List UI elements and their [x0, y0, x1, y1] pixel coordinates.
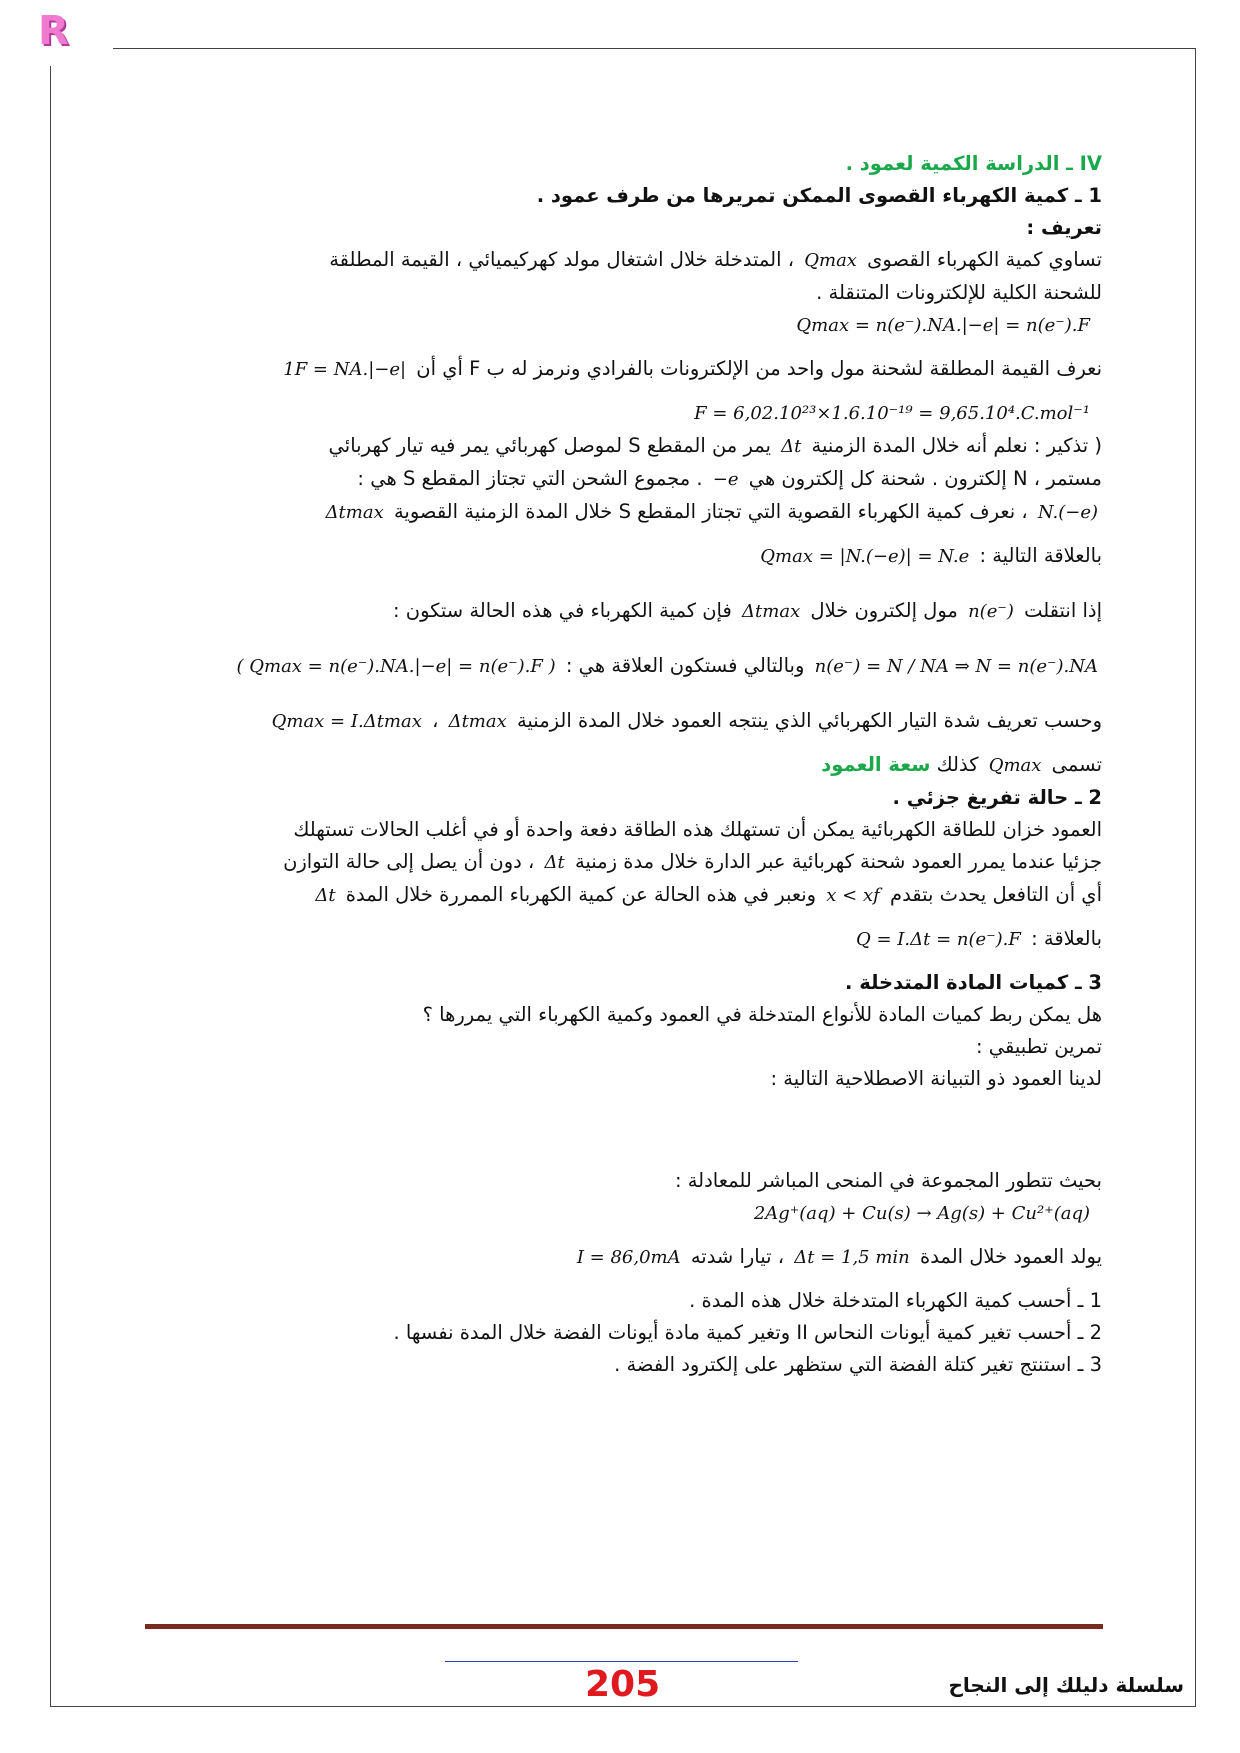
reminder-line-2 [150, 463, 1102, 496]
n-minus-e: N.(−e) [1037, 502, 1098, 523]
subsection-3-title: 3 ـ كميات المادة المتدخلة . [845, 971, 1102, 994]
called-text-a: تسمى [1051, 753, 1102, 776]
page-number: 205 [585, 1664, 661, 1705]
reaction-line [150, 1197, 1102, 1230]
question-2: 2 ـ أحسب تغير كمية أيونات النحاس II وتغير كمية مادة أيونات الفضة خلال المدة نفسها . [393, 1321, 1102, 1344]
footer-bar [145, 1624, 1103, 1629]
definition-label: تعريف : [1026, 216, 1102, 239]
question-line: هل يمكن ربط كميات المادة للأنواع المتدخلة في العمود وكمية الكهرباء التي يمررها ؟ [422, 1003, 1102, 1026]
qmax-symbol: Qmax [804, 250, 857, 271]
n-e-symbol: n(e⁻) [968, 601, 1014, 622]
q-partial-formula: Q = I.Δt = n(e⁻).F [856, 929, 1021, 950]
reminder-text-a: ( تذكير : نعلم أنه خلال المدة الزمنية [811, 434, 1102, 457]
partial2-text-a: جزئيا عندما يمرر العمود شحنة كهربائية عبر الدارة خلال مدة زمنية [574, 850, 1102, 873]
bottom-border [50, 1706, 1196, 1707]
faraday-line [150, 342, 1102, 397]
faraday-formula: 1F = NA.|−e| [283, 359, 407, 380]
top-border [113, 48, 1196, 49]
reaction-equation: 2Ag⁺(aq) + Cu(s) → Ag(s) + Cu²⁺(aq) [753, 1203, 1090, 1224]
comma: ، [432, 709, 439, 732]
reminder3-text: ، نعرف كمية الكهرباء القصوية التي تجتاز المقطع S خلال المدة الزمنية القصوية [393, 500, 1028, 523]
partial-line-2 [150, 846, 1102, 879]
logo-r: R [38, 8, 69, 54]
definition-line-1 [150, 244, 1102, 277]
question-3: 3 ـ استنتج تغير كتلة الفضة التي ستظهر على إلكترود الفضة . [614, 1353, 1102, 1376]
reminder-line-1 [150, 430, 1102, 463]
i-value: I = 86,0mA [576, 1247, 681, 1268]
subsection-1-title: 1 ـ كمية الكهرباء القصوى الممكن تمريرها من طرف عمود . [536, 184, 1102, 207]
qmax-it-formula: Qmax = I.Δtmax [271, 711, 422, 732]
series-name: سلسلة دليلك إلى النجاح [948, 1673, 1184, 1697]
page-content [150, 148, 1102, 1381]
evolution-line: بحيث تتطور المجموعة في المنحى المباشر للمعادلة : [674, 1169, 1102, 1192]
left-border [50, 66, 51, 1706]
def-text-a: تساوي كمية الكهرباء القصوى [867, 248, 1102, 271]
capacity-term: سعة العمود [821, 753, 931, 776]
called-line [150, 749, 1102, 782]
cell-given-line: لدينا العمود ذو التبيانة الاصطلاحية التالية : [770, 1067, 1102, 1090]
reminder-line-3 [150, 496, 1102, 529]
moved-line [150, 584, 1102, 639]
x-less-xf: x < xf [826, 885, 880, 906]
section-title: IV ـ الدراسة الكمية لعمود . [845, 152, 1102, 175]
moved-text-c: فإن كمية الكهرباء في هذه الحالة ستكون : [392, 599, 732, 622]
delivers-line [150, 1230, 1102, 1285]
delta-t-max-2: Δtmax [742, 601, 801, 622]
partial3-text-b: ونعبر في هذه الحالة عن كمية الكهرباء الممررة خلال المدة [345, 883, 817, 906]
current-text: وحسب تعريف شدة التيار الكهربائي الذي ينتجه العمود خلال المدة الزمنية [516, 709, 1102, 732]
cell-diagram-space [150, 1095, 1102, 1165]
faraday-text: نعرف القيمة المطلقة لشحنة مول واحد من الإلكترونات بالفرادي ونرمز له ب F أي أن [416, 357, 1102, 380]
current-line [150, 694, 1102, 749]
def-text-b: ، المتدخلة خلال اشتغال مولد كهركيميائي ، القيمة المطلقة [329, 248, 795, 271]
question-1: 1 ـ أحسب كمية الكهرباء المتدخلة خلال هذه المدة . [689, 1289, 1102, 1312]
relation-line [150, 529, 1102, 584]
qmax-symbol-2: Qmax [988, 755, 1042, 776]
definition-line-2: للشحنة الكلية للإلكترونات المتنقلة . [816, 281, 1102, 304]
delivers-text-b: ، تيارا شدته [690, 1245, 785, 1268]
delta-t-2: Δt [544, 852, 565, 873]
subsection-2-title: 2 ـ حالة تفريغ جزئي . [892, 786, 1102, 809]
relation2-line [150, 912, 1102, 967]
delta-t: Δt [781, 436, 802, 457]
qmax-formula [150, 309, 1102, 342]
right-border [1195, 48, 1196, 1706]
reminder2-text-a: مستمر ، N إلكترون . شحنة كل إلكترون هي [748, 467, 1102, 490]
minus-e: −e [712, 469, 739, 490]
faraday-value-text: F = 6,02.10²³×1.6.10⁻¹⁹ = 9,65.10⁴.C.mol⁻¹ [694, 403, 1090, 424]
delta-t-max-3: Δtmax [448, 711, 507, 732]
delivers-text-a: يولد العمود خلال المدة [919, 1245, 1102, 1268]
called-text-b: كذلك [936, 753, 979, 776]
qmax-paren-formula: ( Qmax = n(e⁻).NA.|−e| = n(e⁻).F ) [236, 656, 556, 677]
reminder2-text-b: . مجموع الشحن التي تجتاز المقطع S هي : [357, 467, 703, 490]
reminder-text-b: يمر من المقطع S لموصل كهربائي يمر فيه تيار كهربائي [328, 434, 771, 457]
partial-line-1: العمود خزان للطاقة الكهربائية يمكن أن تستهلك هذه الطاقة دفعة واحدة أو في أغلب الحالات تستهلك [293, 818, 1102, 841]
delta-t-3: Δt [315, 885, 336, 906]
n-relation-formula: n(e⁻) = N / NA ⇒ N = n(e⁻).NA [814, 656, 1098, 677]
relation-label: بالعلاقة التالية : [979, 544, 1102, 567]
moved-text-b: مول إلكترون خلال [810, 599, 958, 622]
moved-text-a: إذا انتقلت [1024, 599, 1102, 622]
dt-value: Δt = 1,5 min [794, 1247, 910, 1268]
exercise-label: تمرين تطبيقي : [975, 1035, 1102, 1058]
faraday-value [150, 397, 1102, 430]
footer-link-line [445, 1661, 798, 1662]
qmax-ne-formula: Qmax = |N.(−e)| = N.e [760, 546, 970, 567]
partial3-text-a: أي أن التافعل يحدث بتقدم [890, 883, 1102, 906]
delta-t-max: Δtmax [325, 502, 384, 523]
partial2-text-b: ، دون أن يصل إلى حالة التوازن [283, 850, 535, 873]
therefore-line [150, 639, 1102, 694]
partial-line-3 [150, 879, 1102, 912]
qmax-formula-text: Qmax = n(e⁻).NA.|−e| = n(e⁻).F [796, 315, 1090, 336]
therefore-text: وبالتالي فستكون العلاقة هي : [565, 654, 805, 677]
relation2-label: بالعلاقة : [1031, 927, 1102, 950]
